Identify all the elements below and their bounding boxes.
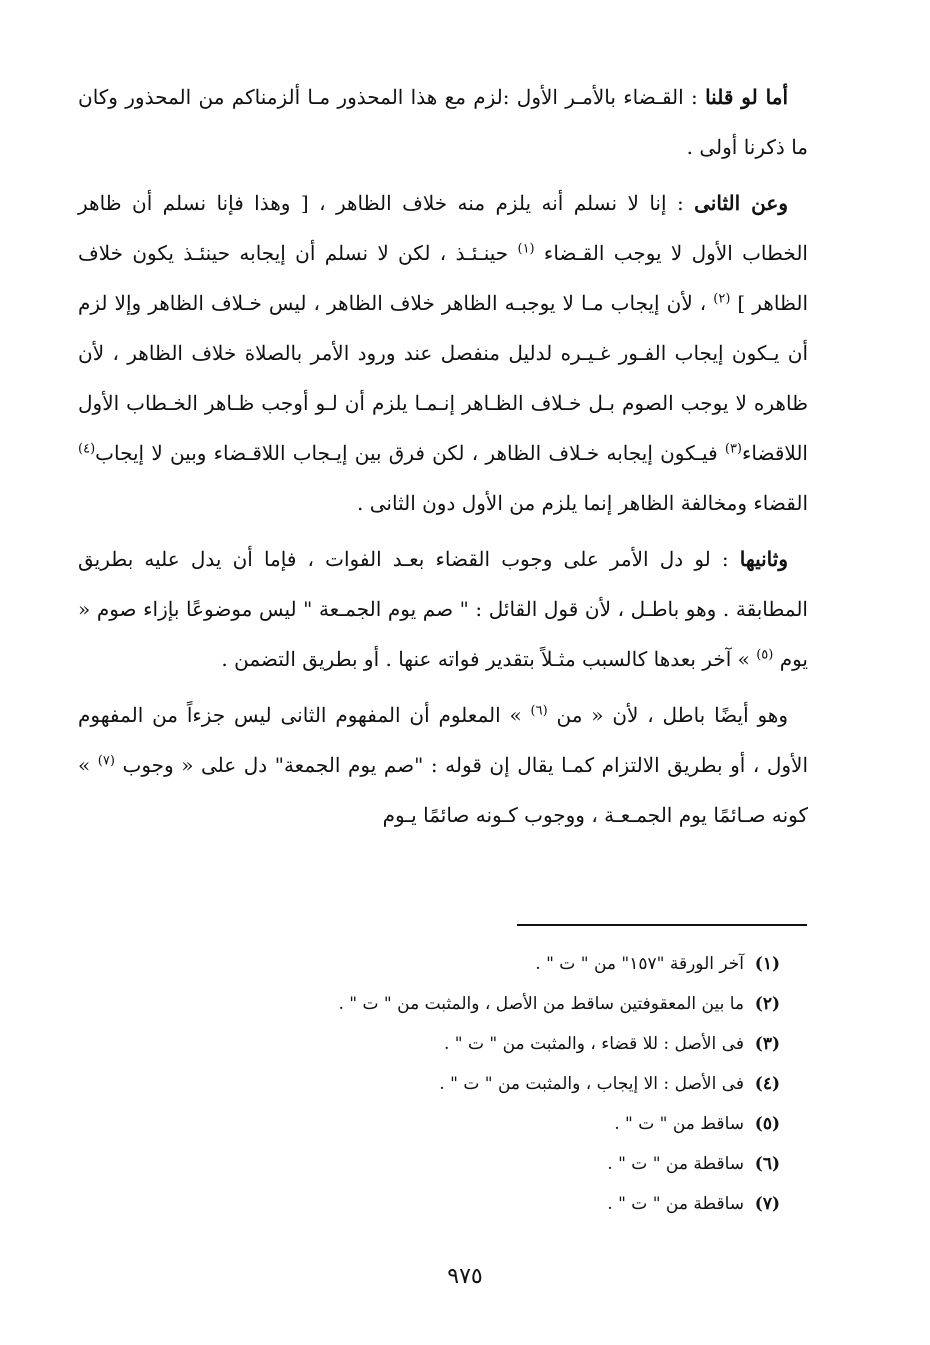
footnote-ref: (٧) — [97, 753, 115, 769]
footnotes — [200, 944, 780, 1224]
footnote-item — [200, 1144, 780, 1184]
paragraph-text: فيـكون إيجابه خـلاف الظاهر ، لكن فرق بين إيـجاب اللاقـضاء وبين لا إيجاب — [95, 441, 725, 465]
footnote-number: (٣) — [754, 1034, 780, 1054]
footnote-ref: (٦) — [530, 703, 548, 719]
footnote-number: (٧) — [754, 1194, 780, 1214]
paragraph-text: » المعلوم أن المفهوم الثانى ليس جزءاً من المفهوم الأول ، أو بطريق الالتزام كمـا يقال إن قوله : "صم يوم الجمعة" دل على « وجوب — [78, 703, 809, 777]
paragraph-text: : القـضاء بالأمـر الأول :لزم مع هذا المحذور مـا ألزمناكم من المحذور وكان ما ذكرنا أولى . — [78, 85, 808, 159]
footnote-text: ساقطة من " ت " . — [607, 1154, 744, 1174]
footnote-number: (٦) — [754, 1154, 780, 1174]
paragraph-4 — [78, 690, 808, 840]
paragraph-text: » كونه صـائمًا يوم الجمـعـة ، ووجوب كـونه صائمًا يـوم — [78, 753, 808, 827]
paragraph-2 — [78, 178, 808, 528]
footnote-ref: (١) — [517, 241, 535, 257]
footnote-item — [200, 1104, 780, 1144]
footnote-ref: (٤) — [78, 441, 96, 457]
paragraph-3 — [78, 534, 808, 684]
footnote-item — [200, 1024, 780, 1064]
paragraph-text: وهو أيضًا باطل ، لأن « من — [547, 703, 788, 727]
footnote-item — [200, 984, 780, 1024]
footnote-text: فى الأصل : الا إيجاب ، والمثبت من " ت " . — [439, 1074, 744, 1094]
footnote-ref: (٣) — [724, 441, 742, 457]
paragraph-text: حينـئـذ ، لكن لا نسلم أن إيجابه حينئـذ يكون خلاف الظاهر ] — [78, 241, 809, 315]
footnote-text: ساقطة من " ت " . — [607, 1194, 744, 1214]
footnote-text: ما بين المعقوفتين ساقط من الأصل ، والمثبت من " ت " . — [338, 994, 744, 1014]
footnote-divider — [517, 924, 807, 926]
footnote-item — [200, 1184, 780, 1224]
footnote-number: (٤) — [754, 1074, 780, 1094]
footnote-ref: (٢) — [713, 291, 731, 307]
paragraph-1 — [78, 72, 808, 172]
paragraph-text: ، لأن إيجاب مـا لا يوجبـه الظاهر خلاف الظاهر ، ليس خـلاف الظاهر وإلا لزم أن يـكون إيجاب الفـور غـيـره لدليل منفصل عند ورود الأمر بالصلاة خلاف الظاهر ، لأن ظاهره لا يوجب الصوم بـل خـلاف الظـاهر إنـمـا يلزم أن لـو أوجب ظـاهر الخـطاب الأول اللاقضاء — [78, 291, 808, 465]
footnote-number: (٥) — [754, 1114, 780, 1134]
paragraph-lead: وثانيها — [739, 547, 788, 571]
paragraph-lead: أما لو قلنا — [705, 85, 789, 109]
paragraph-text: القضاء ومخالفة الظاهر إنما يلزم من الأول دون الثانى . — [357, 491, 808, 515]
footnote-text: ساقط من " ت " . — [614, 1114, 744, 1134]
footnote-number: (٢) — [754, 994, 780, 1014]
footnote-text: فى الأصل : للا قضاء ، والمثبت من " ت " . — [443, 1034, 744, 1054]
paragraph-text: » آخر بعدها كالسبب مثـلاً بتقدير فواته عنها . أو بطريق التضمن . — [221, 647, 757, 671]
paragraph-text: : إنا لا نسلم أنه يلزم منه خلاف الظاهر ، [ وهذا فإنا نسلم أن ظاهر الخطاب الأول لا يوجب القـضاء — [78, 191, 808, 265]
footnote-text: آخر الورقة "١٥٧" من " ت " . — [535, 954, 744, 974]
paragraph-lead: وعن الثانى — [694, 191, 788, 215]
footnote-item — [200, 944, 780, 984]
footnote-ref: (٥) — [756, 647, 774, 663]
paragraph-text: : لو دل الأمر على وجوب القضاء بعـد الفوات ، فإما أن يدل عليه بطريق المطابقة . وهو باطـل ، لأن قول القائل : " صم يوم الجمـعة " ليس موضوعًا بإزاء صوم « يوم — [78, 547, 808, 671]
footnote-item — [200, 1064, 780, 1104]
page-number: ٩٧٥ — [447, 1264, 483, 1289]
footnote-number: (١) — [754, 954, 780, 974]
main-text — [78, 72, 808, 840]
